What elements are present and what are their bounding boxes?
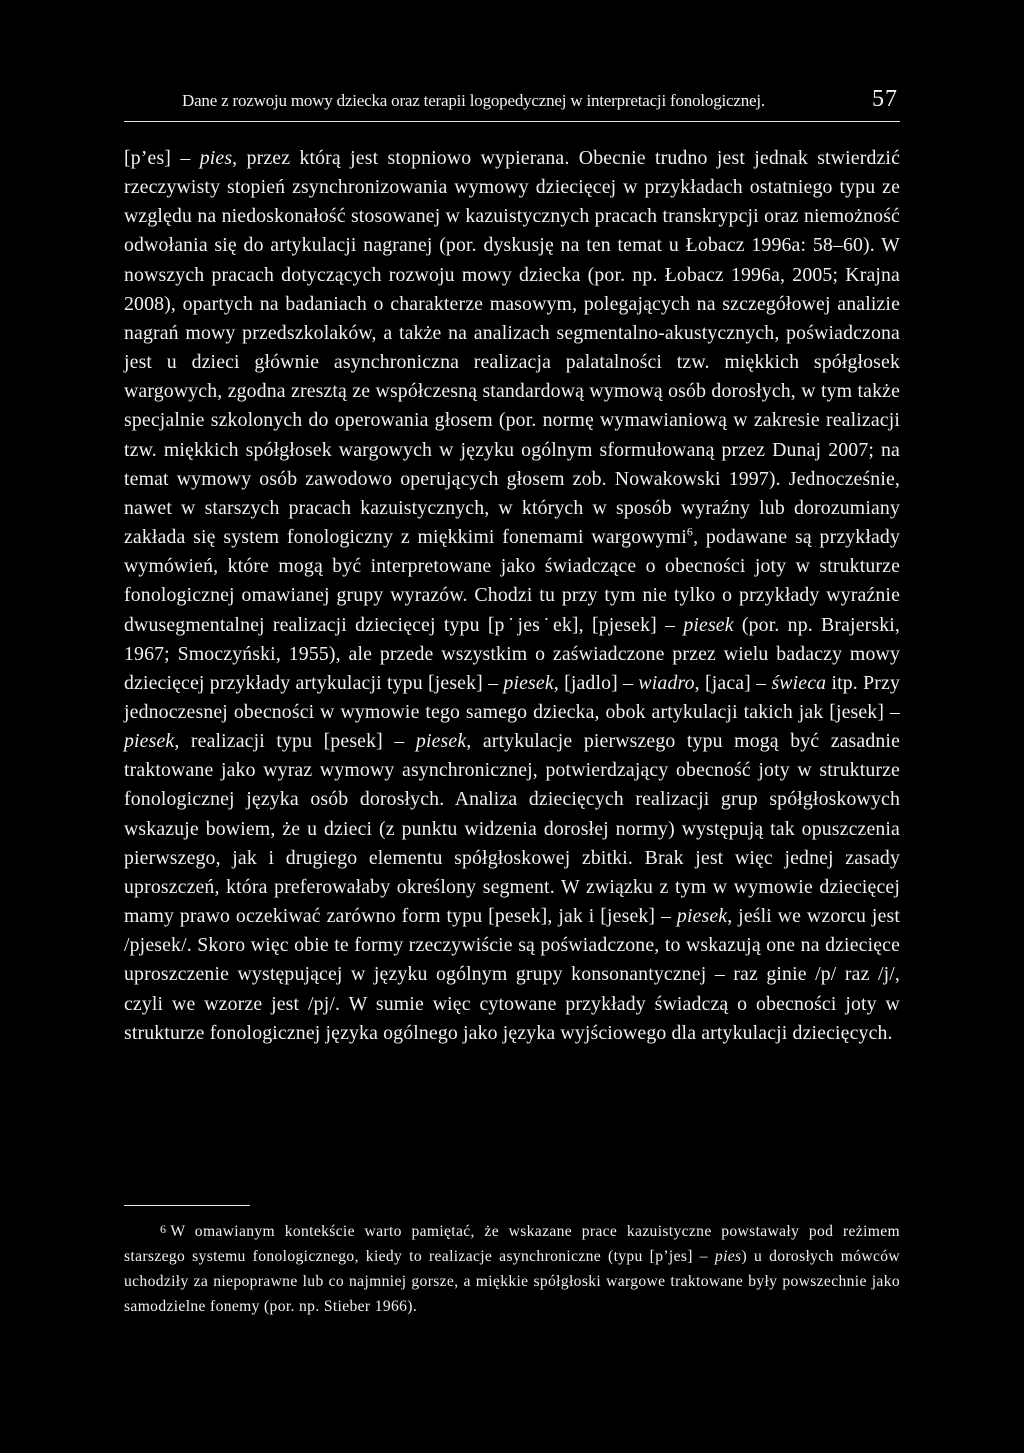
footnote-text-run: ) u dorosłych mówców uchodziły za niepoprawne lub co najmniej gorsze, a miękkie spółgłoski wargowe traktowane były powszechnie jako samodzielne fonemy (por. np. Stieber 1966).: [124, 1247, 900, 1315]
footnote-paragraph: [124, 1217, 900, 1320]
footnote: [124, 1217, 900, 1320]
running-header: [124, 88, 900, 118]
footnote-text-run: W omawianym kontekście warto pamiętać, że wskazane prace kazuistyczne powstawały pod reżimem starszego systemu fonologicznego, kiedy to realizacje asynchroniczne (typu [p’jes] –: [124, 1223, 900, 1265]
text-run: , [jadlo] –: [553, 671, 639, 694]
text-run: (por. np. Brajerski, 1967; Smoczyński, 1955), ale przede wszystkim o zaświadczone przez wielu badaczy mowy dziecięcej przykłady artykulacji typu [jesek] –: [124, 613, 900, 694]
italic-term: piesek: [676, 905, 728, 928]
text-run: , artykulacje pierwszego typu mogą być zasadnie traktowane jako wyraz wymowy asynchronicznej, potwierdzający obecność joty w strukturze fonologicznej języka osób dorosłych. Analiza dziecięcych realizacji grup spółgłoskowych wskazuje bowiem, że u dzieci (z punktu widzenia dorosłej normy) występują tak opuszczenia pierwszego, jak i drugiego elementu spółgłoskowej zbitki. Brak jest więc jednej zasady uproszczeń, która preferowałaby określony segment. W związku z tym w wymowie dziecięcej mamy prawo oczekiwać zarówno form typu [pesek], jak i [jesek] –: [124, 730, 900, 928]
italic-term: piesek: [124, 730, 175, 753]
running-title: Dane z rozwoju mowy dziecka oraz terapii logopedycznej w interpretacji fonologicznej.: [182, 91, 765, 110]
text-run: , jeśli we wzorcu jest /pjesek/. Skoro więc obie te formy rzeczywiście są poświadczone, to wskazują one na dziecięce uproszczenie występującej w języku ogólnym grupy konsonantycznej – raz ginie /p/ raz /j/, czyli we wzorze jest /pj/. W sumie więc cytowane przykłady świadczą o obecności joty w strukturze fonologicznej języka ogólnego jako języka wyjściowego dla artykulacji dziecięcych.: [124, 905, 900, 1044]
text-run: , realizacji typu [pesek] –: [174, 730, 416, 753]
italic-term: piesek: [415, 730, 467, 753]
footnote-rule: [124, 1205, 250, 1206]
italic-term: pies: [199, 147, 233, 169]
page-number: 57: [872, 86, 898, 112]
italic-term: piesek: [683, 613, 734, 636]
italic-term: piesek: [503, 671, 554, 694]
main-text: [124, 144, 900, 1048]
footnote-reference: 6: [686, 524, 694, 539]
italic-term: wiadro: [638, 671, 695, 694]
text-run: , podawane są przykłady wymówień, które mogą być interpretowane jako świadczące o obecności joty w strukturze fonologicznej omawianej grupy wyrazów. Chodzi tu przy tym nie tylko o przykłady wyraźnie dwusegmentalnej realizacji dziecięcej typu [p˙jes˙ek], [pjesek] –: [124, 526, 900, 636]
text-run: itp. Przy jednoczesnej obecności w wymowie tego samego dziecka, obok artykulacji takich jak [jesek] –: [124, 671, 900, 723]
text-run: , [jaca] –: [694, 671, 772, 694]
italic-term: świeca: [771, 671, 827, 694]
italic-term: pies: [714, 1247, 742, 1265]
body-paragraph: [124, 144, 900, 1048]
header-rule: [124, 121, 900, 122]
text-run: [p’es] –: [124, 147, 200, 169]
footnote-marker: 6: [160, 1222, 167, 1236]
text-run: , przez którą jest stopniowo wypierana. Obecnie trudno jest jednak stwierdzić rzeczywisty stopień zsynchronizowania wymowy dziecięcej w przykładach ostatniego typu ze względu na niedoskonałość stosowanej w kazuistycznych pracach transkrypcji oraz niemożność odwołania się do artykulacji nagranej (por. dyskusję na ten temat u Łobacz 1996a: 58–60). W nowszych pracach dotyczących rozwoju mowy dziecka (por. np. Łobacz 1996a, 2005; Krajna 2008), opartych na badaniach o charakterze masowym, polegających na szczegółowej analizie nagrań mowy przedszkolaków, a także na analizach segmentalno-akustycznych, poświadczona jest u dzieci głównie asynchroniczna realizacja palatalności tzw. miękkich spółgłosek wargowych, zgodna zresztą ze współczesną standardową wymową osób dorosłych, w tym także specjalnie szkolonych do operowania głosem (por. normę wymawianiową w zakresie realizacji tzw. miękkich spółgłosek wargowych w języku ogólnym sformułowaną przez Dunaj 2007; na temat wymowy osób zawodowo operujących głosem zob. Nowakowski 1997). Jednocześnie, nawet w starszych pracach kazuistycznych, w których w sposób wyraźny lub dorozumiany zakłada się system fonologiczny z miękkimi fonemami wargowymi: [124, 147, 900, 549]
